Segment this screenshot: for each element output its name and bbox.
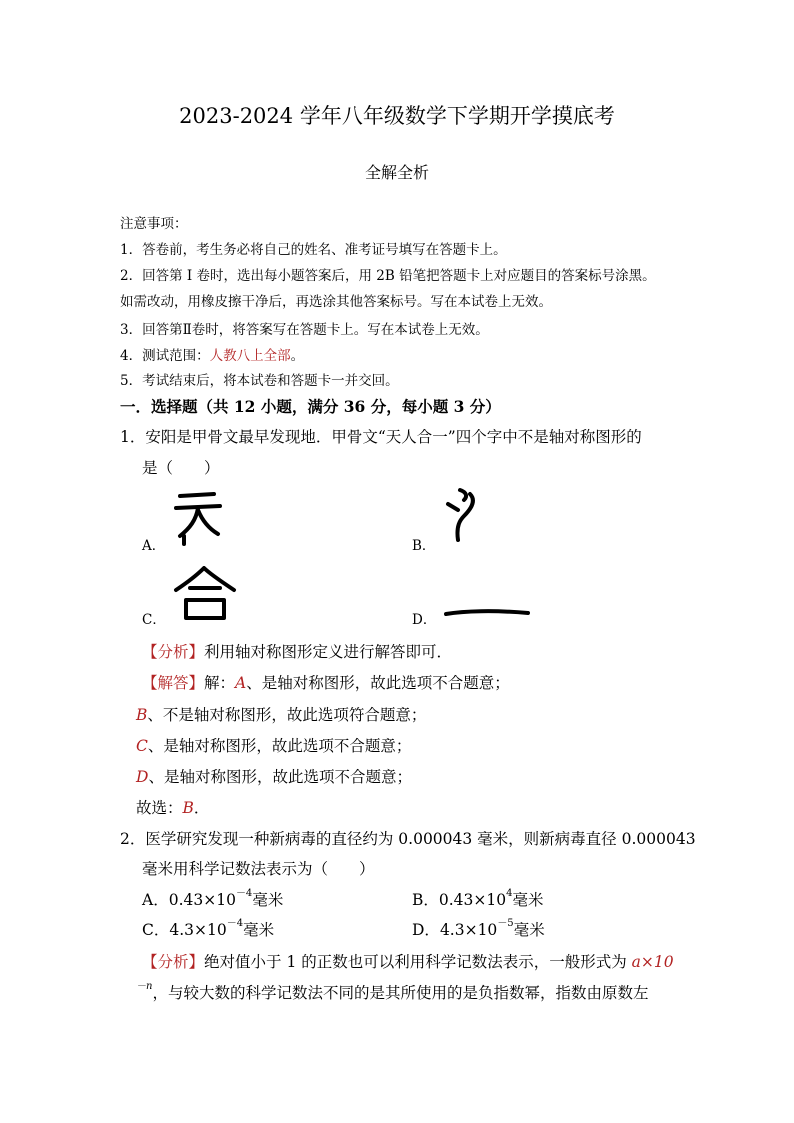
- q1-choice-value: B: [182, 799, 194, 817]
- notes-item-2-cont: 如需改动，用橡皮擦干净后，再选涂其他答案标号。写在本试卷上无效。: [120, 294, 552, 310]
- q1-option-d-label: D．: [412, 612, 437, 628]
- q1-option-d-ref: D: [136, 768, 149, 786]
- q2-option-c: [142, 918, 274, 940]
- q1-answer-d-text: 、是轴对称图形，故此选项不合题意；: [148, 768, 412, 786]
- q1-choice: [136, 796, 209, 818]
- notes-item-5: 5．考试结束后，将本试卷和答题卡一并交回。: [120, 373, 399, 389]
- yi-glyph-icon: [444, 606, 530, 620]
- q1-option-a-label: A．: [142, 538, 166, 554]
- q2-option-a-label: A．: [142, 891, 169, 909]
- notes-item-3: 3．回答第Ⅱ卷时，将答案写在答题卡上。写在本试卷上无效。: [120, 322, 489, 338]
- q2-option-a-unit: 毫米: [252, 891, 284, 909]
- q2-option-c-unit: 毫米: [243, 921, 275, 939]
- q1-answer-tag: 【解答】: [142, 674, 205, 692]
- q2-stem-line2: 毫米用科学记数法表示为（ ）: [142, 860, 375, 878]
- q1-answer-prefix: 解：: [204, 674, 236, 692]
- notes-item-4-suffix: 。: [290, 348, 305, 364]
- q2-analysis-formula: a×10: [631, 953, 674, 971]
- q1-choice-prefix: 故选：: [136, 799, 183, 817]
- test-range-text: 人教八上全部: [209, 348, 291, 364]
- notes-item-4-prefix: 4．测试范围：: [120, 348, 210, 364]
- q2-option-c-base: 4.3×10: [169, 921, 227, 939]
- he-glyph-icon: [170, 566, 240, 624]
- q2-option-d-base: 4.3×10: [439, 921, 498, 939]
- q1-answer-line-a: [142, 671, 510, 693]
- q2-option-b-unit: 毫米: [512, 891, 544, 909]
- q1-answer-c-text: 、是轴对称图形，故此选项不合题意；: [147, 737, 412, 755]
- q2-option-b-label: B．: [412, 891, 439, 909]
- notes-heading: 注意事项：: [120, 216, 188, 232]
- section-heading: 一．选择题（共 12 小题，满分 36 分，每小题 3 分）: [120, 397, 501, 416]
- q2-option-b: [412, 888, 544, 910]
- q2-option-a-base: 0.43×10: [168, 891, 236, 909]
- q1-analysis-tag: 【分析】: [142, 643, 205, 661]
- q1-stem-line2: 是（ ）: [142, 459, 220, 477]
- q2-option-d: [412, 918, 545, 940]
- q2-option-d-label: D．: [412, 921, 440, 939]
- q1-answer-line-b: [136, 703, 426, 725]
- q1-analysis: [142, 640, 452, 662]
- tian-glyph-icon: [172, 488, 224, 546]
- q2-option-d-exp: －5: [497, 917, 514, 929]
- q1-stem-line1: 1．安阳是甲骨文最早发现地．甲骨文“天人合一”四个字中不是轴对称图形的: [120, 428, 642, 446]
- ren-glyph-icon: [442, 486, 482, 544]
- q1-option-c-ref: C: [136, 737, 148, 755]
- q1-analysis-text: 利用轴对称图形定义进行解答即可．: [204, 643, 453, 661]
- q2-option-c-label: C．: [142, 921, 170, 939]
- q2-option-b-base: 0.43×10: [438, 891, 507, 909]
- q1-answer-b-text: 、不是轴对称图形，故此选项符合题意；: [147, 706, 427, 724]
- q2-option-a: [142, 888, 283, 910]
- q1-option-a-ref: A: [235, 674, 247, 692]
- q1-choice-suffix: ．: [193, 799, 210, 817]
- q2-option-d-unit: 毫米: [513, 921, 545, 939]
- page-title: 2023-2024 学年八年级数学下学期开学摸底考: [179, 104, 615, 128]
- page-subtitle: 全解全析: [364, 163, 429, 182]
- notes-item-1: 1．答卷前，考生务必将自己的姓名、准考证号填写在答题卡上。: [120, 242, 507, 258]
- q2-analysis-text: 绝对值小于 1 的正数也可以利用科学记数法表示，一般形式为: [204, 953, 632, 971]
- q2-option-a-exp: －4: [235, 887, 253, 899]
- q1-answer-line-c: [136, 734, 411, 756]
- q1-answer-a-text: 、是轴对称图形，故此选项不合题意；: [246, 674, 510, 692]
- notes-item-4: [120, 344, 304, 364]
- q2-analysis-line2: [136, 981, 648, 1003]
- q2-analysis-tag: 【分析】: [142, 953, 205, 971]
- q2-stem-line1: 2．医学研究发现一种新病毒的直径约为 0.000043 毫米，则新病毒直径 0.000043: [120, 830, 696, 848]
- q2-analysis-exp: －n: [136, 980, 153, 992]
- q1-option-b-label: B．: [412, 538, 436, 554]
- q1-answer-line-d: [136, 765, 412, 787]
- notes-item-2: 2．回答第 I 卷时，选出每小题答案后，用 2B 铅笔把答题卡上对应题目的答案标号涂黑。: [120, 268, 656, 284]
- q2-option-b-exp: 4: [506, 887, 513, 899]
- q2-analysis-text-2: ，与较大数的科学记数法不同的是其所使用的是负指数幂，指数由原数左: [152, 984, 649, 1002]
- q1-option-c-label: C．: [142, 612, 166, 628]
- q1-option-b-ref: B: [136, 706, 148, 724]
- q2-analysis-line1: [142, 950, 674, 972]
- q2-option-c-exp: －4: [226, 917, 244, 929]
